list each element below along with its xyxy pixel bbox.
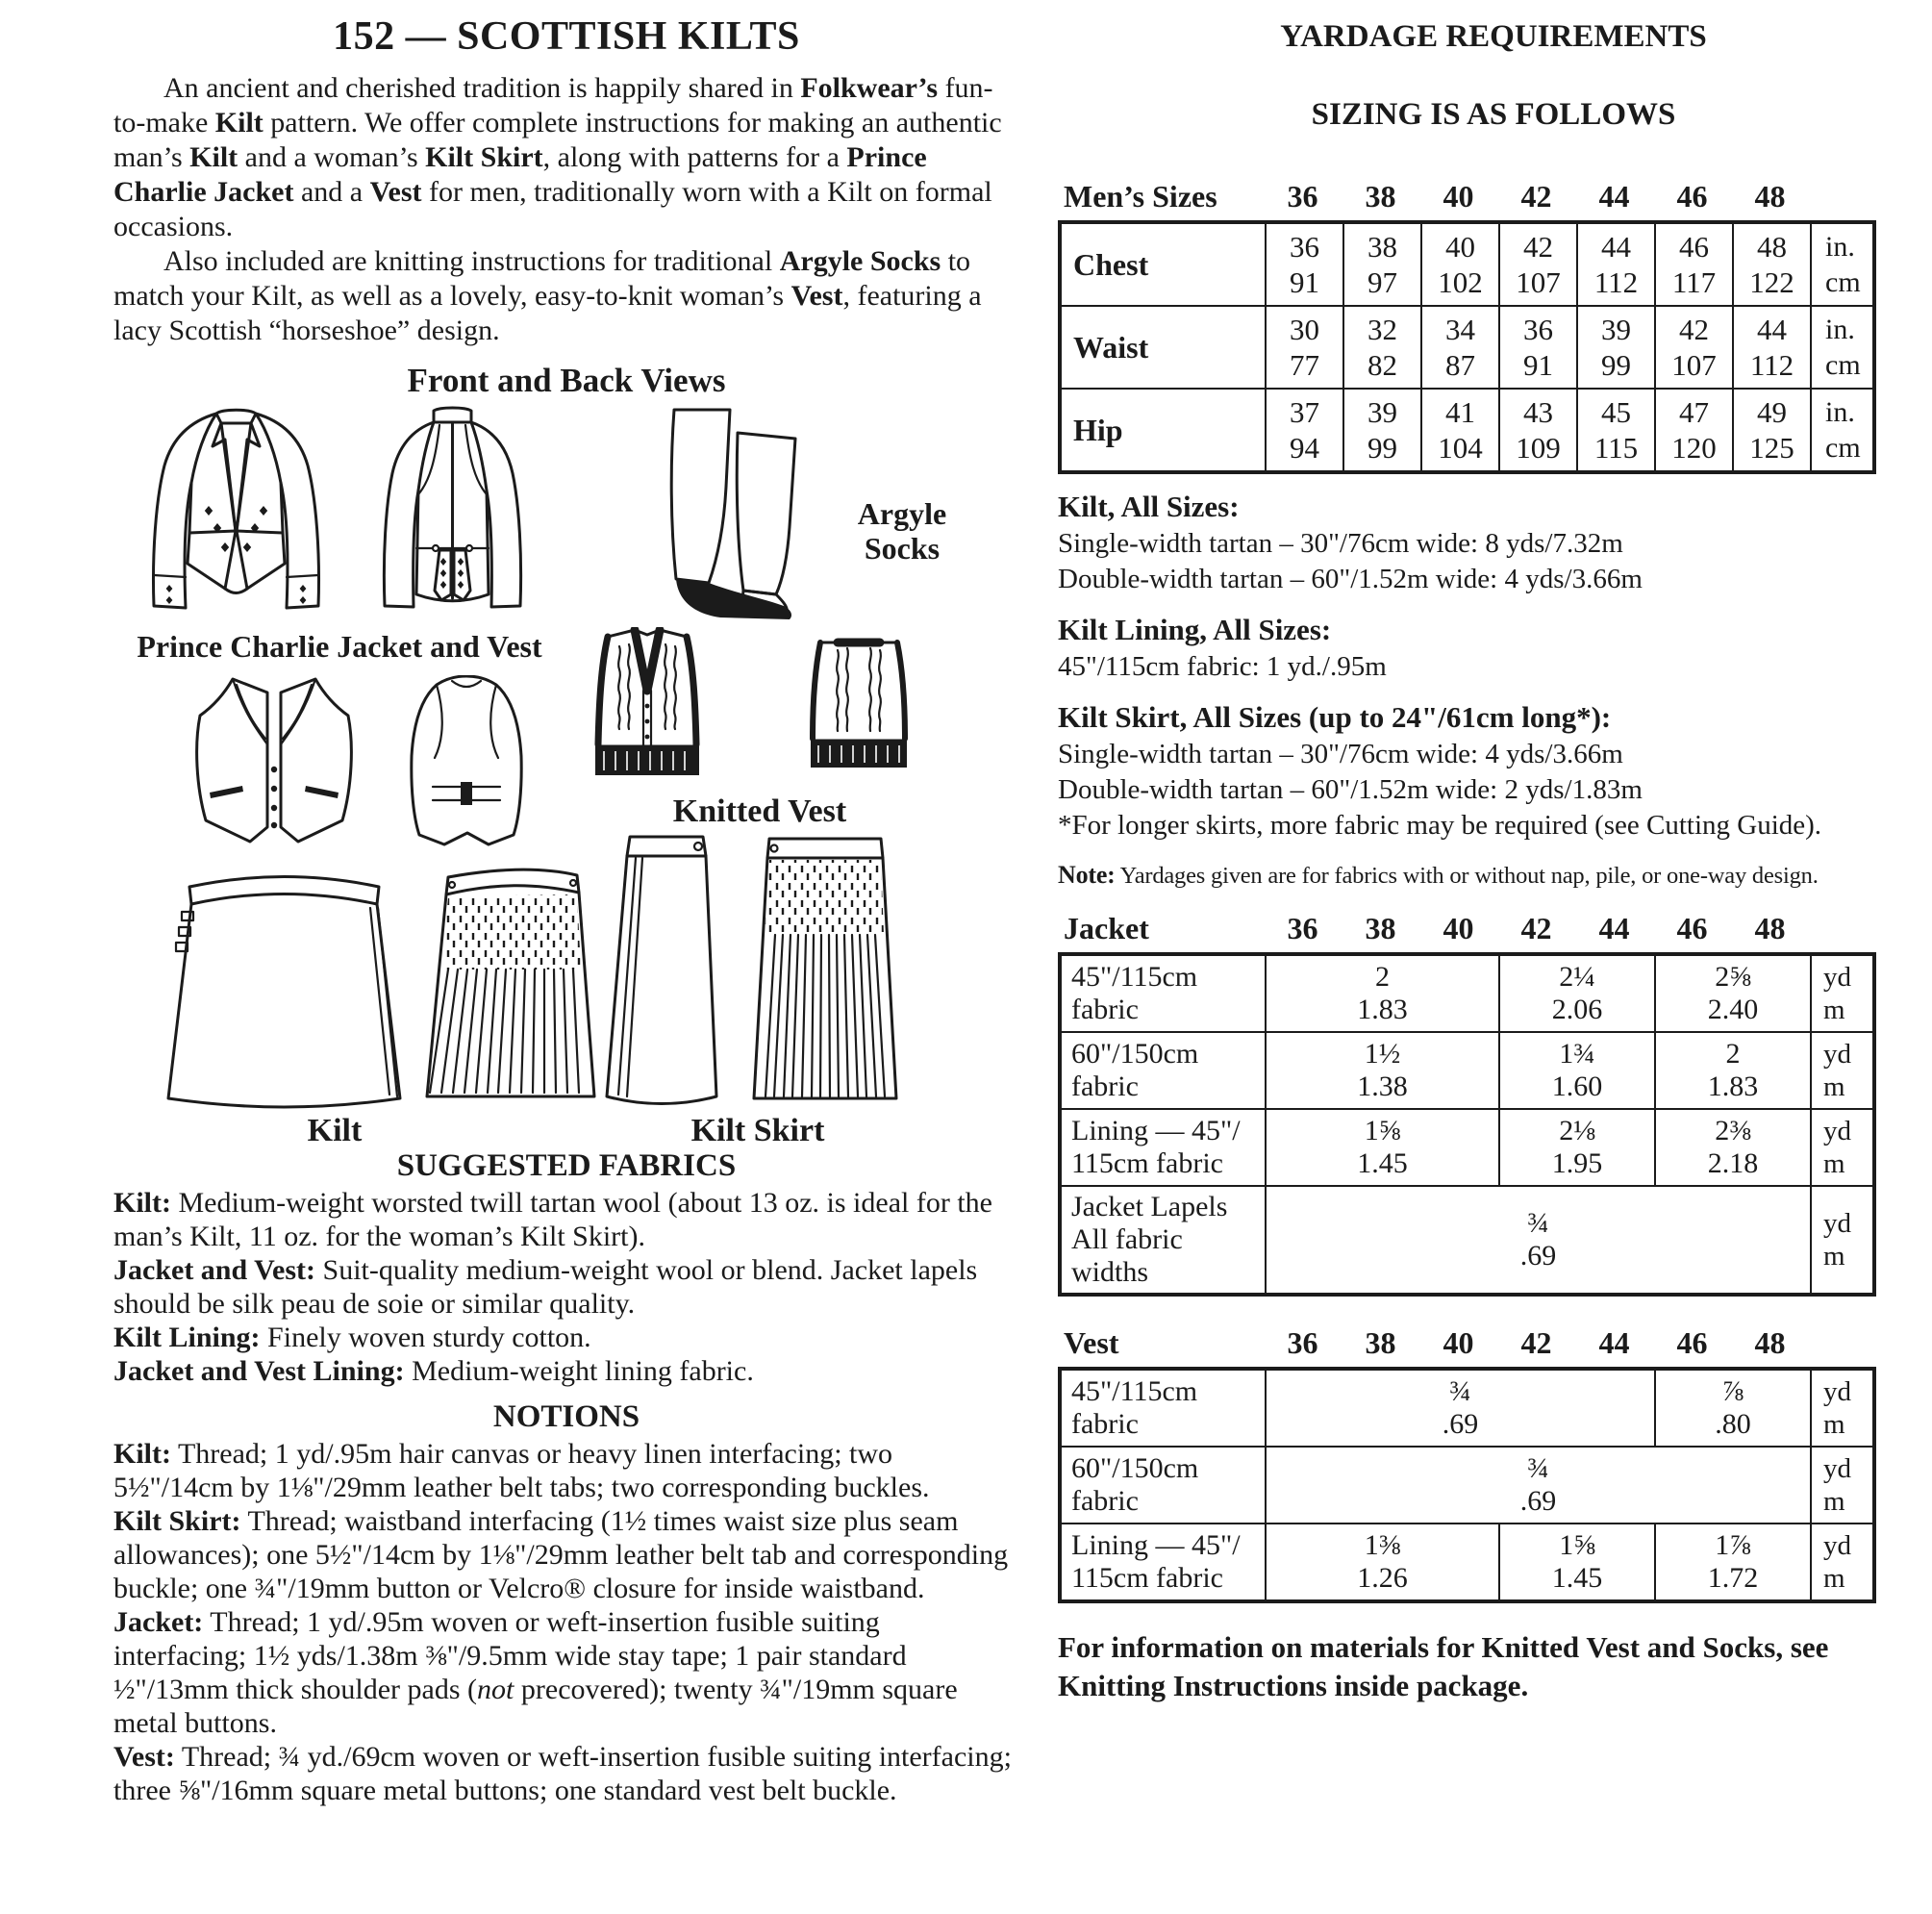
unit-cell [1811,1447,1874,1524]
measurement-cell [1499,389,1577,472]
label-line: Lining — 45"/ [1071,1529,1241,1561]
label-line: 45"/115cm [1071,961,1198,993]
m-value: 1.26 [1357,1562,1408,1594]
cm-value: 115 [1593,431,1639,465]
size-column-header: 36 [1287,911,1318,945]
yardage-cell [1266,1186,1811,1295]
intro-paragraph [113,71,1019,244]
fabric-item [113,1354,1019,1388]
text: Medium-weight worsted twill tartan wool (about 13 oz. is ideal for the man’s Kilt, 11 oz. for the woman’s Kilt Skirt). [113,1187,992,1252]
measurement-cell [1733,389,1811,472]
vest-yardage-table-row [1060,1447,1874,1524]
label-line: fabric [1071,1485,1139,1517]
size-column-header: 38 [1365,179,1396,214]
m-value: 1.72 [1707,1562,1759,1594]
suggested-fabrics-heading: SUGGESTED FABRICS [396,1148,737,1183]
yd-value: 1⅞ [1715,1529,1751,1561]
cm-value: 125 [1749,431,1794,465]
yd-unit: yd [1823,1208,1852,1239]
yardage-cell [1266,1447,1811,1524]
kilt-back-figure [419,862,602,1110]
jacket-yardage-table-row [1060,1032,1874,1109]
label-line: 60"/150cm [1071,1452,1199,1484]
unit-cell [1811,389,1874,472]
mens-sizes-table-header-label: Men’s Sizes [1064,179,1217,214]
yardage-cell [1266,954,1499,1032]
inch-value: 42 [1679,313,1709,346]
unit-cell [1811,1186,1874,1295]
kilt-skirt-front-figure [599,829,724,1116]
inch-value: 49 [1757,395,1787,429]
size-column-header: 46 [1676,1325,1708,1360]
vest-back-figure [394,675,540,850]
inch-value: 30 [1290,313,1319,346]
bold-text: Folkwear’s [800,72,939,104]
bold-text: Kilt: [113,1187,171,1219]
bold-text: Jacket and Vest Lining: [113,1355,405,1387]
yd-value: ¾ [1527,1452,1549,1484]
yardage-cell [1266,1032,1499,1109]
yardage-heading: YARDAGE REQUIREMENTS [1280,19,1707,54]
bold-text: Kilt: [113,1438,171,1470]
mens-sizes-table-row [1060,306,1874,389]
size-column-header: 44 [1598,911,1630,945]
yardage-cell [1266,1524,1499,1601]
measurement-cell [1266,222,1343,306]
cm-value: 107 [1516,265,1561,299]
bold-text: Jacket and Vest: [113,1254,316,1286]
argyle-socks-figure [666,404,811,623]
yd-value: ⅞ [1721,1375,1744,1407]
size-column-header: 48 [1754,179,1786,214]
jacket-yardage-table-header-row [1058,911,1876,952]
cm-value: 112 [1593,265,1639,299]
jacket-yardage-table-body [1058,952,1876,1297]
fabric-item [113,1253,1019,1321]
yardage-cell [1499,1524,1655,1601]
yardage-note [1058,861,1929,890]
size-column-header: 48 [1754,1325,1786,1360]
mens-sizes-table [1058,179,1929,474]
m-unit: m [1823,1071,1845,1102]
size-column-header: 36 [1287,1325,1318,1360]
yd-value: 2⅜ [1715,1115,1751,1146]
yd-value: 2¼ [1559,961,1595,993]
yardage-specs [1058,490,1929,844]
inch-value: 41 [1445,395,1475,429]
cm-unit: cm [1825,349,1861,381]
yd-value: 2⅝ [1715,961,1751,993]
measurement-cell [1266,389,1343,472]
m-unit: m [1823,1241,1845,1272]
knitting-instructions-note: For information on materials for Knitted Vest and Socks, see Knitting Instructions inside package. [1058,1630,1829,1702]
measurement-cell [1421,222,1499,306]
unit-cell [1811,1109,1874,1186]
knitted-vest-back-figure [791,633,928,787]
fabric-item [113,1186,1019,1253]
spec-line: *For longer skirts, more fabric may be required (see Cutting Guide). [1058,810,1822,841]
kilt-skirt-back-figure [748,829,902,1116]
kilt-skirt-label: Kilt Skirt [690,1113,825,1148]
measurement-cell [1421,389,1499,472]
yardage-row-label [1060,1186,1266,1295]
left-column [113,8,1019,1807]
inch-value: 44 [1757,313,1787,346]
views-heading: Front and Back Views [407,362,726,399]
m-value: 1.38 [1357,1070,1408,1102]
vest-yardage-table-row [1060,1369,1874,1447]
yardage-cell [1499,1109,1655,1186]
text: Thread; 1 yd/.95m hair canvas or heavy linen interfacing; two 5½"/14cm by 1⅛"/29mm leather belt tabs; two corresponding buckles. [113,1438,930,1503]
knitted-vest-front-figure [575,627,721,793]
yardage-cell [1266,1109,1499,1186]
measurement-cell [1733,222,1811,306]
cm-value: 77 [1290,348,1319,382]
inch-value: 38 [1367,230,1397,264]
vest-yardage-table-header-row [1058,1325,1876,1367]
mens-sizes-table-row [1060,222,1874,306]
yd-unit: yd [1823,1453,1852,1484]
yd-unit: yd [1823,962,1852,993]
argyle-label-line1: Argyle [857,496,947,531]
yd-value: 1½ [1364,1038,1401,1070]
notions-heading: NOTIONS [492,1399,640,1434]
yd-value: ¾ [1527,1207,1549,1239]
bold-text: Vest: [113,1741,175,1773]
m-value: 2.06 [1551,994,1603,1025]
kilt-front-figure [157,868,412,1113]
text: Medium-weight lining fabric. [404,1355,754,1387]
inch-unit: in. [1825,231,1855,263]
notion-item [113,1437,1019,1504]
argyle-label-line2: Socks [864,531,941,566]
bold-text: Note: [1058,861,1116,889]
measurement-cell [1343,222,1421,306]
size-column-header: 36 [1287,179,1318,214]
text: An ancient and cherished tradition is happily shared in [163,72,801,104]
text: to match your Kilt, as well as a lovely, easy-to-knit woman’s [113,245,971,312]
spec-section-heading: Kilt Skirt, All Sizes (up to 24"/61cm long*): [1058,700,1612,734]
jacket-front-figure [128,406,344,619]
spec-line: Double-width tartan – 60"/1.52m wide: 2 yds/1.83m [1058,774,1643,805]
page-title: 152 — SCOTTISH KILTS [333,14,800,59]
mens-sizes-table-header-row [1058,179,1876,220]
yardage-cell [1655,1032,1811,1109]
vest-yardage-table-row [1060,1524,1874,1601]
yardage-cell [1499,1032,1655,1109]
knitted-vest-label: Knitted Vest [672,793,847,829]
measurement-cell [1733,306,1811,389]
unit-cell [1811,222,1874,306]
m-value: 2.18 [1707,1147,1759,1179]
cm-value: 99 [1601,348,1631,382]
yd-unit: yd [1823,1376,1852,1407]
bold-text: Vest [790,280,843,312]
yd-unit: yd [1823,1530,1852,1561]
text: and a [293,176,370,208]
label-line: fabric [1071,1070,1139,1102]
size-column-header: 42 [1520,911,1552,945]
inch-value: 32 [1367,313,1397,346]
notion-item [113,1504,1019,1605]
text: Also included are knitting instructions for traditional [163,245,780,277]
unit-cell [1811,1369,1874,1447]
yardage-cell [1655,1369,1811,1447]
text: Yardages given are for fabrics with or without nap, pile, or one-way design. [1115,863,1819,889]
size-column-header: 40 [1443,1325,1474,1360]
label-line: 45"/115cm [1071,1375,1198,1407]
inch-value: 43 [1523,395,1553,429]
yd-unit: yd [1823,1039,1852,1070]
inch-value: 39 [1367,395,1397,429]
size-column-header: 42 [1520,179,1552,214]
measurement-cell [1343,389,1421,472]
bold-text: Kilt [214,107,263,139]
text: precovered); twenty ¾"/19mm square metal buttons. [113,1674,958,1739]
size-column-header: 40 [1443,911,1474,945]
bold-text: Jacket: [113,1606,204,1638]
yardage-row-label [1060,1032,1266,1109]
inch-value: 36 [1290,230,1319,264]
inch-value: 48 [1757,230,1787,264]
m-value: .69 [1519,1240,1557,1272]
cm-value: 112 [1749,348,1794,382]
measurement-cell [1266,306,1343,389]
label-line: Jacket Lapels [1071,1191,1228,1222]
fabric-item [113,1321,1019,1354]
label-line: fabric [1071,994,1139,1025]
figures-panel [113,404,1019,1148]
m-value: .69 [1519,1485,1557,1517]
bold-text: Vest [369,176,422,208]
unit-cell [1811,306,1874,389]
measurement-cell [1577,306,1655,389]
mens-sizes-table-body [1058,220,1876,474]
jacket-yardage-table [1058,911,1929,1297]
measurement-cell [1655,222,1733,306]
vest-yardage-table-header-label: Vest [1064,1325,1119,1360]
size-column-header: 40 [1443,179,1474,214]
jacket-yardage-table-row [1060,1109,1874,1186]
m-value: 2.40 [1707,994,1759,1025]
size-column-header: 44 [1598,179,1630,214]
cm-unit: cm [1825,266,1861,298]
measurement-label: Waist [1060,306,1266,389]
inch-value: 40 [1445,230,1475,264]
text: fun-to-make [113,72,993,139]
notions-text [113,1437,1019,1807]
text: pattern. We offer complete instructions for making an authentic man’s [113,107,1002,173]
measurement-cell [1421,306,1499,389]
notion-item [113,1740,1019,1807]
yd-value: 1⅝ [1364,1115,1401,1146]
inch-value: 44 [1601,230,1631,264]
m-unit: m [1823,1563,1845,1594]
measurement-cell [1343,306,1421,389]
cm-value: 91 [1290,265,1319,299]
cm-value: 122 [1749,265,1794,299]
m-value: 1.45 [1551,1562,1603,1594]
inch-value: 37 [1290,395,1319,429]
cm-unit: cm [1825,432,1861,464]
yd-value: 2⅛ [1559,1115,1595,1146]
text: Suit-quality medium-weight wool or blend. Jacket lapels should be silk peau de soie or similar quality. [113,1254,978,1320]
bold-text: Argyle Socks [779,245,941,277]
size-column-header: 46 [1676,911,1708,945]
label-line: 115cm fabric [1071,1562,1223,1594]
spec-line: Single-width tartan – 30"/76cm wide: 8 yds/7.32m [1058,528,1623,559]
yardage-row-label [1060,954,1266,1032]
measurement-cell [1499,306,1577,389]
spec-line: Double-width tartan – 60"/1.52m wide: 4 yds/3.66m [1058,564,1643,594]
m-unit: m [1823,1409,1845,1440]
yd-value: 1¾ [1559,1038,1595,1070]
yardage-cell [1655,1109,1811,1186]
inch-value: 36 [1523,313,1553,346]
intro-paragraph [113,244,1019,348]
measurement-cell [1577,389,1655,472]
right-column [1058,8,1929,1807]
vest-front-figure [173,675,377,850]
label-line: Lining — 45"/ [1071,1115,1241,1146]
jacket-yardage-table-header-label: Jacket [1064,911,1149,945]
inch-value: 42 [1523,230,1553,264]
yardage-row-label [1060,1109,1266,1186]
label-line: All fabric widths [1071,1223,1183,1288]
prince-charlie-label: Prince Charlie Jacket and Vest [137,629,542,664]
inch-value: 34 [1445,313,1475,346]
inch-value: 39 [1601,313,1631,346]
cm-value: 99 [1367,431,1397,465]
bold-text: Kilt Skirt: [113,1505,241,1537]
size-column-header: 38 [1365,1325,1396,1360]
vest-yardage-table [1058,1325,1929,1603]
yd-value: 1⅝ [1559,1529,1595,1561]
measurement-label: Hip [1060,389,1266,472]
yd-value: ¾ [1449,1375,1471,1407]
spec-line: Single-width tartan – 30"/76cm wide: 4 yds/3.66m [1058,739,1623,769]
size-column-header: 38 [1365,911,1396,945]
cm-value: 117 [1671,265,1717,299]
text: , featuring a lacy Scottish “horseshoe” design. [113,280,982,346]
m-value: 1.83 [1357,994,1408,1025]
cm-value: 94 [1290,431,1319,465]
size-column-header: 44 [1598,1325,1630,1360]
vest-yardage-table-body [1058,1367,1876,1603]
text: Finely woven sturdy cotton. [260,1322,591,1353]
measurement-cell [1655,389,1733,472]
intro-text [113,71,1019,348]
cm-value: 97 [1367,265,1397,299]
spec-line: 45"/115cm fabric: 1 yd./.95m [1058,651,1387,682]
yardage-cell [1499,954,1655,1032]
jacket-yardage-table-row [1060,954,1874,1032]
jacket-yardage-table-row [1060,1186,1874,1295]
jacket-back-figure [359,406,546,617]
spec-section-heading: Kilt Lining, All Sizes: [1058,613,1332,646]
yardage-cell [1655,954,1811,1032]
m-value: .69 [1442,1408,1479,1440]
text: for men, traditionally worn with a Kilt on formal occasions. [113,176,992,242]
bold-text: Kilt Skirt [425,141,543,173]
inch-unit: in. [1825,314,1855,345]
text: Thread; waistband interfacing (1½ times waist size plus seam allowances); one 5½"/14cm by 1⅛"/29mm leather belt tab and corresponding buckle; one ¾"/19mm button or Velcro® closure for inside waistband. [113,1505,1009,1604]
yd-value: 2 [1725,1038,1741,1070]
m-value: .80 [1715,1408,1751,1440]
suggested-fabrics-text [113,1186,1019,1388]
yd-value: 2 [1375,961,1391,993]
cm-value: 120 [1671,431,1717,465]
unit-cell [1811,954,1874,1032]
m-value: 1.95 [1551,1147,1603,1179]
measurement-label: Chest [1060,222,1266,306]
cm-value: 91 [1523,348,1553,382]
inch-value: 45 [1601,395,1631,429]
m-unit: m [1823,995,1845,1025]
yardage-cell [1266,1369,1655,1447]
cm-value: 107 [1671,348,1717,382]
cm-value: 82 [1367,348,1397,382]
yardage-row-label [1060,1447,1266,1524]
size-column-header: 42 [1520,1325,1552,1360]
cm-value: 109 [1516,431,1561,465]
m-unit: m [1823,1148,1845,1179]
size-column-header: 46 [1676,179,1708,214]
yardage-row-label [1060,1524,1266,1601]
mens-sizes-table-row [1060,389,1874,472]
bold-text: Kilt Lining: [113,1322,261,1353]
yardage-row-label [1060,1369,1266,1447]
m-value: 1.83 [1707,1070,1759,1102]
bold-text: Kilt [189,141,238,173]
inch-unit: in. [1825,396,1855,428]
cm-value: 87 [1445,348,1475,382]
italic-text: not [477,1674,514,1705]
text: , along with patterns for a [542,141,847,173]
cm-value: 104 [1438,431,1483,465]
text: Thread; 1 yd/.95m woven or weft-insertion fusible suiting interfacing; 1½ yds/1.38m ⅜"/9.5mm wide stay tape; 1 pair standard ½"/13mm thick shoulder pads ( [113,1606,907,1705]
label-line: 60"/150cm [1071,1038,1199,1070]
yd-value: 1⅜ [1364,1529,1401,1561]
text: and a woman’s [238,141,426,173]
inch-value: 46 [1679,230,1709,264]
spec-section-heading: Kilt, All Sizes: [1058,490,1240,523]
argyle-socks-label [815,496,989,566]
text: Thread; ¾ yd./69cm woven or weft-insertion fusible suiting interfacing; three ⅝"/16mm square metal buttons; one standard vest belt buckle. [113,1741,1012,1806]
m-unit: m [1823,1486,1845,1517]
unit-cell [1811,1032,1874,1109]
inch-value: 47 [1679,395,1709,429]
m-value: 1.45 [1357,1147,1408,1179]
measurement-cell [1577,222,1655,306]
cm-value: 102 [1438,265,1483,299]
kilt-label: Kilt [307,1113,363,1148]
notion-item [113,1605,1019,1740]
measurement-cell [1499,222,1577,306]
m-value: 1.60 [1551,1070,1603,1102]
label-line: fabric [1071,1408,1139,1440]
measurement-cell [1655,306,1733,389]
unit-cell [1811,1524,1874,1601]
yardage-cell [1655,1524,1811,1601]
bold-text: Prince Charlie Jacket [113,141,927,208]
label-line: 115cm fabric [1071,1147,1223,1179]
sizing-heading: SIZING IS AS FOLLOWS [1311,97,1676,132]
size-column-header: 48 [1754,911,1786,945]
yd-unit: yd [1823,1116,1852,1146]
